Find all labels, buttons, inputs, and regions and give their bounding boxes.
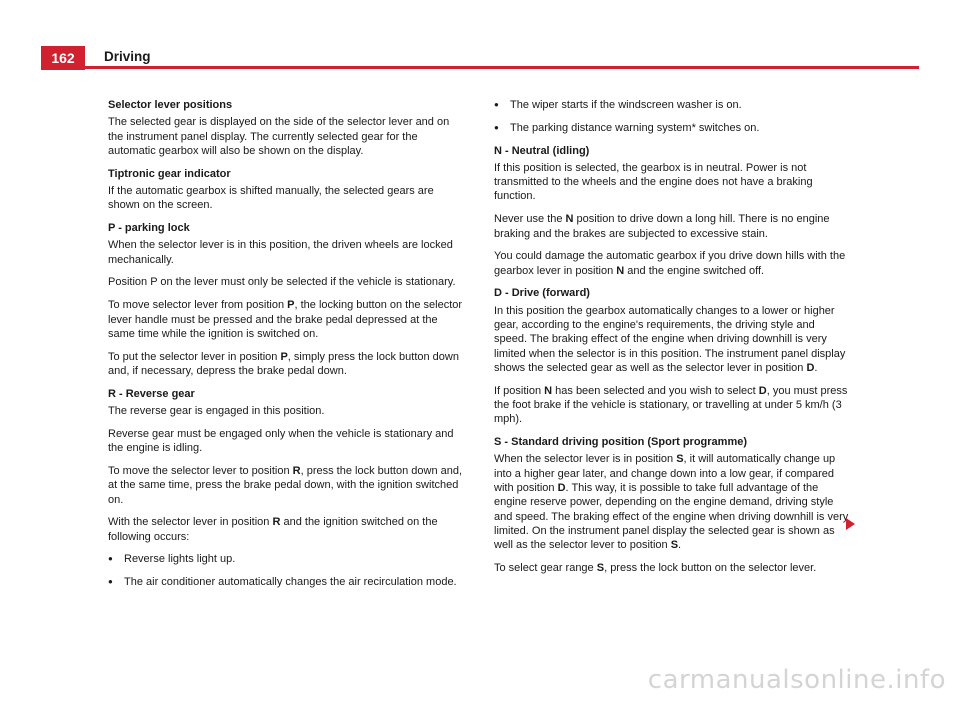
right-column <box>494 98 850 584</box>
p-paragraph-1: When the selector lever is in this position, the driven wheels are locked mechanically. <box>108 239 453 266</box>
p-heading: P - parking lock <box>108 222 190 235</box>
continue-arrow-icon <box>846 518 855 530</box>
r-paragraph-3: To move the selector lever to position R, press the lock button down and, at the same time, press the brake pedal down, with the ignition switched on. <box>108 464 463 506</box>
r-paragraph-1: The reverse gear is engaged in this position. <box>108 405 325 418</box>
page-number-badge: 162 <box>41 46 85 70</box>
selector-heading: Selector lever positions <box>108 99 233 111</box>
r-heading: R - Reverse gear <box>108 387 195 400</box>
section-title: Driving <box>104 49 151 64</box>
d-heading: D - Drive (forward) <box>494 287 590 300</box>
list-item: ● Reverse lights light up. <box>108 552 464 566</box>
d-paragraph-2: If position N has been selected and you wish to select D, you must press the foot brake if the vehicle is stationary, or travelling at under 5 km/h (3 mph). <box>494 384 848 426</box>
s-paragraph-2: To select gear range S, press the lock button on the selector lever. <box>494 562 817 575</box>
r-paragraph-4: With the selector lever in position R and the ignition switched on the following occurs: <box>108 516 438 543</box>
list-item: ● The wiper starts if the windscreen washer is on. <box>494 98 850 112</box>
list-item: ● The parking distance warning system* switches on. <box>494 121 850 135</box>
p-paragraph-3: To move selector lever from position P, the locking button on the selector lever handle must be pressed and the brake pedal depressed at the same time while the ignition is switched on. <box>108 299 463 340</box>
selector-paragraph: The selected gear is displayed on the side of the selector lever and on the instrument panel display. The currently selected gear for the automatic gearbox will also be shown on the display. <box>108 116 450 157</box>
p-paragraph-2: Position P on the lever must only be selected if the vehicle is stationary. <box>108 276 456 289</box>
s-heading: S - Standard driving position (Sport programme) <box>494 436 748 449</box>
tiptronic-paragraph: If the automatic gearbox is shifted manually, the selected gears are shown on the screen. <box>108 184 434 212</box>
n-paragraph-1: If this position is selected, the gearbox is in neutral. Power is not transmitted to the wheels and the engine does not have a braking function. <box>494 161 813 203</box>
p-paragraph-4: To put the selector lever in position P, simply press the lock button down and, if necessary, depress the brake pedal down. <box>108 350 459 377</box>
n-heading: N - Neutral (idling) <box>494 144 590 157</box>
s-paragraph-1: When the selector lever is in position S, it will automatically change up into a higher gear later, and change down into a low gear, if compared with position D. This way, it is possible to take full advantage of the engine reserve power, depending on the engine demand, driving style and speed. The braking effect of the engine when driving downhill is very limited. On the instrument panel display the selected gear is shown as well as the selector lever to position S. <box>494 453 849 552</box>
header-rule <box>85 66 919 69</box>
watermark: carmanualsonline.info <box>647 665 946 695</box>
r-paragraph-2: Reverse gear must be engaged only when the vehicle is stationary and the engine is idling. <box>108 427 454 455</box>
left-column <box>108 98 464 598</box>
list-item: ● The air conditioner automatically changes the air recirculation mode. <box>108 575 464 589</box>
tiptronic-heading: Tiptronic gear indicator <box>108 167 231 180</box>
n-paragraph-2: Never use the N position to drive down a long hill. There is no engine braking and the brakes are subjected to excessive stain. <box>494 213 830 240</box>
n-paragraph-3: You could damage the automatic gearbox if you drive down hills with the gearbox lever in position N and the engine switched off. <box>494 250 846 277</box>
d-paragraph-1: In this position the gearbox automatically changes to a lower or higher gear, according to the engine's requirements, the driving style and speed. The braking effect of the engine when driving downhill is very limited when the selector is in this position. The instrument panel display shows the selected gear as well as the selector lever in position D. <box>494 304 846 374</box>
